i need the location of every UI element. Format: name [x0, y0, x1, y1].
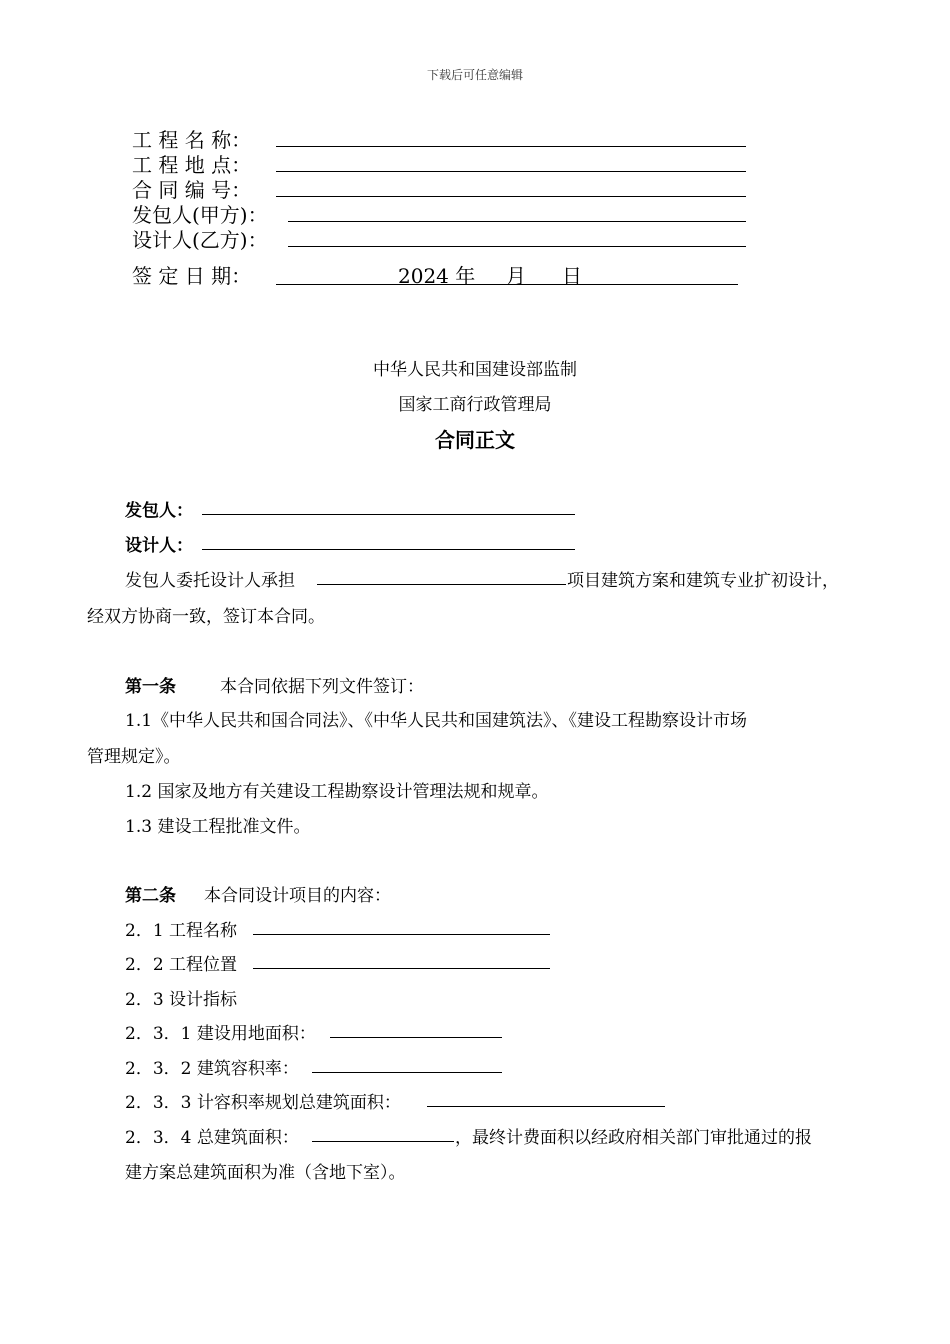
article2-item31-line[interactable]	[330, 1037, 502, 1038]
issuer-line-2: 国家工商行政管理局	[398, 395, 552, 415]
header-note: 下载后可任意编辑	[426, 68, 523, 82]
article1-item1-line1: 1.1《中华人民共和国合同法》、《中华人民共和国建筑法》、《建设工程勘察设计市场	[125, 711, 748, 731]
party-employer-line[interactable]	[202, 514, 575, 515]
sign-date-day: 日	[562, 264, 582, 288]
article2-item34-line2: 建方案总建筑面积为准（含地下室）。	[125, 1163, 406, 1183]
article2-item2: 2．2 工程位置	[125, 955, 238, 975]
party-designer-label: 设计人：	[125, 536, 193, 556]
project-name-line[interactable]	[276, 146, 746, 147]
article2-item3: 2．3 设计指标	[125, 990, 238, 1010]
designer-line[interactable]	[288, 246, 746, 247]
article1-item3: 1.3 建设工程批准文件。	[125, 817, 311, 837]
article2-item1-line[interactable]	[253, 934, 550, 935]
intro-part2: 项目建筑方案和建筑专业扩初设计，	[567, 571, 839, 591]
contract-no-label: 合 同 编 号：	[132, 178, 252, 202]
sign-date-month: 月	[506, 264, 526, 288]
page-title: 合同正文	[435, 428, 515, 452]
sign-date-year: 2024 年	[398, 264, 476, 288]
contract-no-line[interactable]	[276, 196, 746, 197]
article2-item2-line[interactable]	[253, 968, 550, 969]
article1-item2: 1.2 国家及地方有关建设工程勘察设计管理法规和规章。	[125, 782, 549, 802]
project-site-label: 工 程 地 点：	[132, 153, 252, 177]
sign-date-label: 签 定 日 期：	[132, 264, 252, 288]
project-name-label: 工 程 名 称：	[132, 128, 252, 152]
article2-item32-line[interactable]	[312, 1072, 502, 1073]
article2-text: 本合同设计项目的内容：	[204, 886, 391, 906]
article2-item34-line[interactable]	[312, 1141, 454, 1142]
article1-heading: 第一条	[125, 677, 176, 697]
article1-text: 本合同依据下列文件签订：	[220, 677, 424, 697]
article2-item32: 2．3．2 建筑容积率：	[125, 1059, 299, 1079]
article2-item33: 2．3．3 计容积率规划总建筑面积：	[125, 1093, 401, 1113]
designer-label: 设计人(乙方)：	[132, 228, 268, 252]
article2-item33-line[interactable]	[427, 1106, 665, 1107]
party-designer-line[interactable]	[202, 549, 575, 550]
intro-line2: 经双方协商一致，签订本合同。	[87, 607, 325, 627]
article2-item31: 2．3．1 建设用地面积：	[125, 1024, 316, 1044]
employer-line[interactable]	[288, 221, 746, 222]
article2-item1: 2．1 工程名称	[125, 921, 238, 941]
intro-part1: 发包人委托设计人承担	[125, 571, 295, 591]
article2-item34-part1: 2．3．4 总建筑面积：	[125, 1128, 299, 1148]
intro-project-line[interactable]	[317, 584, 566, 585]
issuer-line-1: 中华人民共和国建设部监制	[373, 360, 577, 380]
party-employer-label: 发包人：	[125, 501, 193, 521]
article1-item1-line2: 管理规定》。	[87, 747, 181, 767]
employer-label: 发包人(甲方)：	[132, 203, 268, 227]
article2-heading: 第二条	[125, 886, 176, 906]
project-site-line[interactable]	[276, 171, 746, 172]
article2-item34-part2: ，最终计费面积以经政府相关部门审批通过的报	[455, 1128, 812, 1148]
